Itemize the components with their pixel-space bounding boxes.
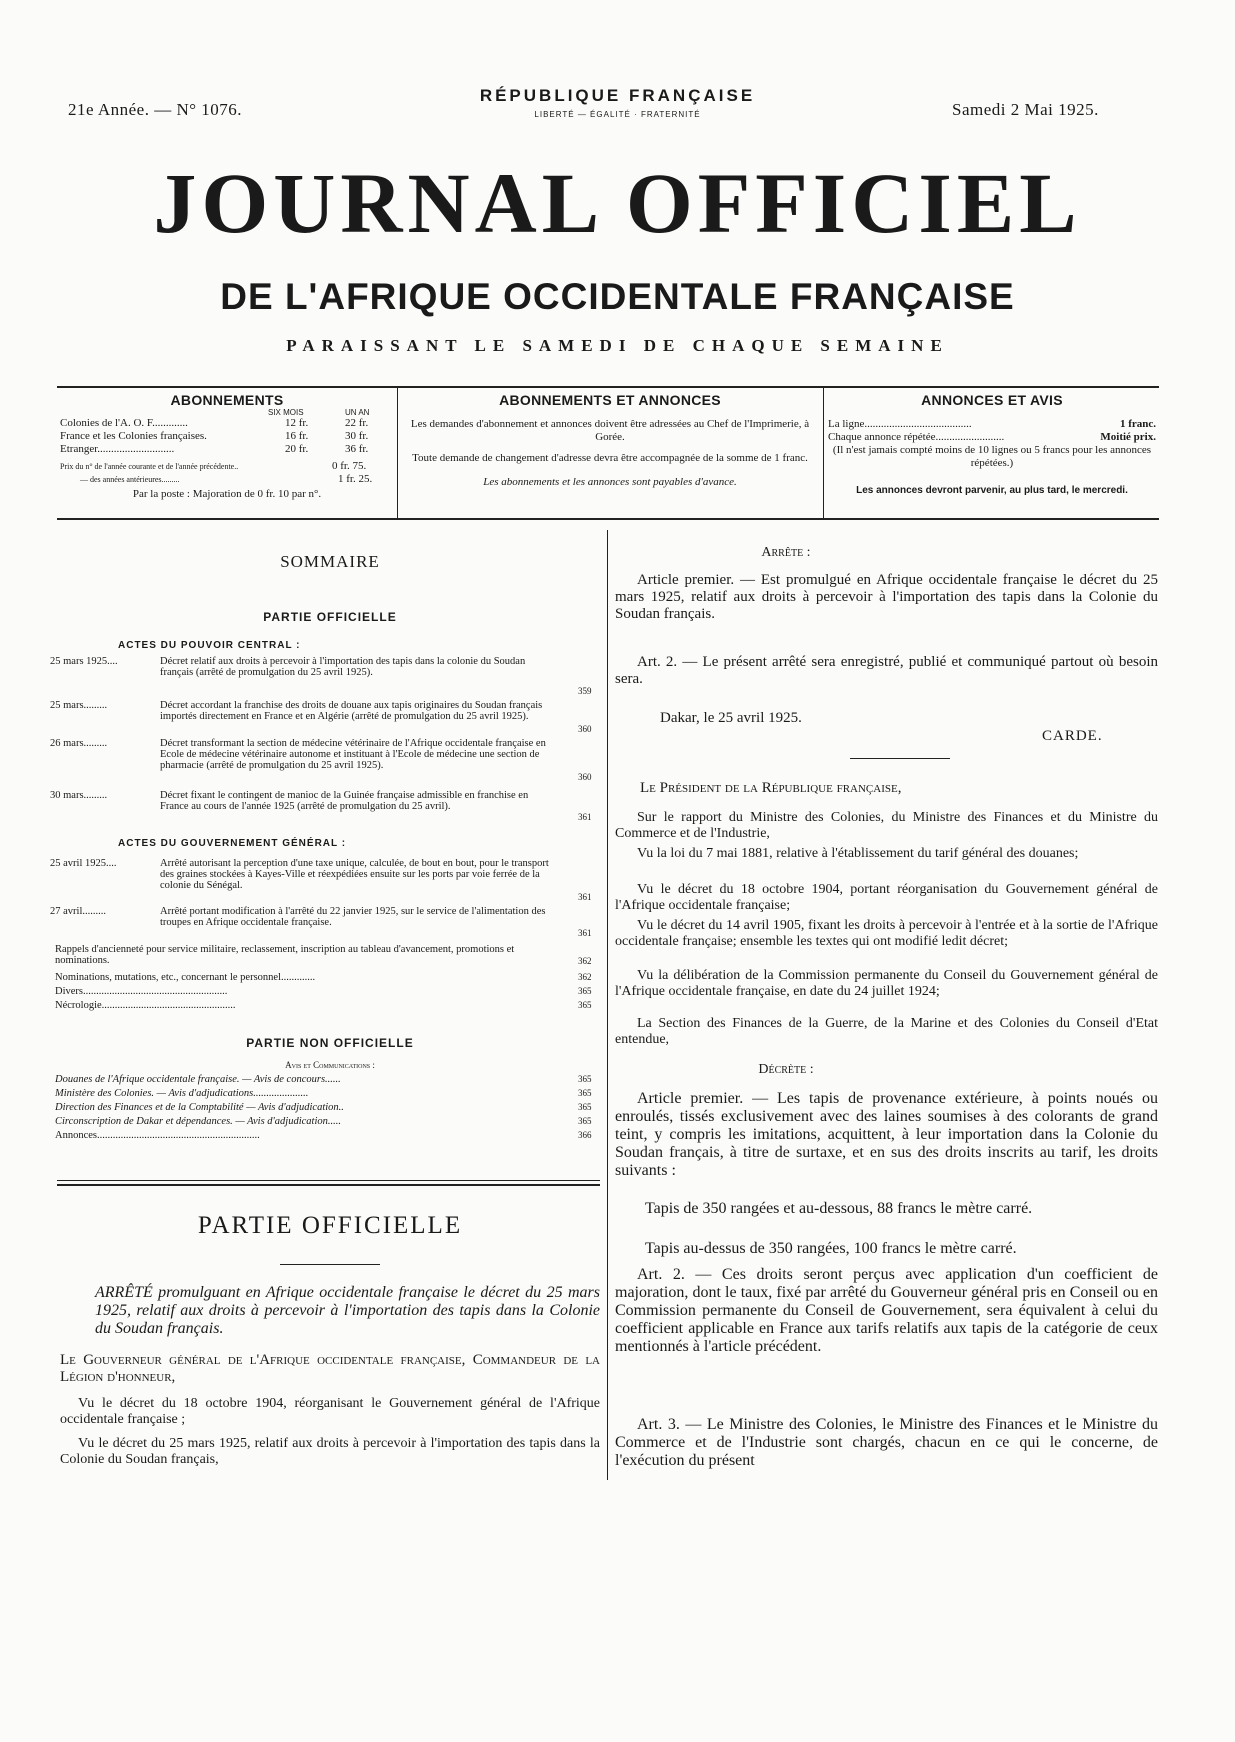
partie-officielle-title: PARTIE OFFICIELLE [197,1212,463,1239]
toc-page: 365 [578,1074,592,1084]
toc-item[interactable]: Arrêté portant modification à l'arrêté du 22 janvier 1925, sur le service de l'alimentation des troupes en Afrique occidentale française. [160,906,546,928]
column-divider [607,530,608,1480]
toc-item[interactable]: Nécrologie................................................... [55,1000,236,1011]
toc-page: 360 [578,724,592,734]
toc-item[interactable]: Décret transformant la section de médecine vétérinaire de l'Afrique occidentale française en Ecole de médecine vétérinaire autonome et instituant à l'Ecole de médecine une section de pharmacie (arrêté de promulgation du 25 avril 1925). [160,738,546,771]
toc-date: 25 mars......... [50,700,108,711]
prix-numero: Prix du n° de l'année courante et de l'année précédente.. 0 fr. 75. — des années antérieures......... 1 fr. 25. [60,460,373,485]
box-divider-1 [397,388,398,518]
toc-page: 360 [578,772,592,782]
section-finances: La Section des Finances de la Guerre, de la Marine et des Colonies du Conseil d'Etat entendue, [615,1016,1158,1047]
toc-actes-pouvoir: ACTES DU POUVOIR CENTRAL : [118,640,301,651]
toc-item[interactable]: Nominations, mutations, etc., concernant le personnel............. [55,972,316,983]
rate-row: Colonies de l'A. O. F............. [60,417,188,429]
toc-page: 365 [578,1088,592,1098]
abonnements-annonces-title: ABONNEMENTS ET ANNONCES [499,392,721,408]
abonnements-annonces-p1: Les demandes d'abonnement et annonces doivent être adressées au Chef de l'Imprimerie, à Gorée. [410,418,810,443]
issue-number: 21e Année. — N° 1076. [68,100,243,119]
decrete-label: Décrète : [758,1062,814,1077]
toc-page: 361 [578,928,592,938]
rate-row: France et les Colonies françaises. [60,430,207,442]
abonnements-annonces-p2: Toute demande de changement d'adresse devra être accompagnée de la somme de 1 franc. [412,452,808,464]
tapis-350-dessus: Tapis au-dessus de 350 rangées, 100 francs le mètre carré. [645,1240,1017,1257]
annonces-deadline: Les annonces devront parvenir, au plus tard, le mercredi. [856,485,1128,496]
toc-item[interactable]: Direction des Finances et de la Comptabilité — Avis d'adjudication.. [55,1102,344,1113]
toc-date: 30 mars......... [50,790,108,801]
vu-deliberation: Vu la délibération de la Commission permanente du Conseil du Gouvernement général de l'Afrique occidentale française, en date du 24 juillet 1924; [615,968,1158,999]
rapport-line: Sur le rapport du Ministre des Colonies, du Ministre des Finances et du Ministre du Commerce et de l'Industrie, [615,810,1158,841]
boxes-bottom-rule [57,518,1159,520]
publication-frequency: PARAISSANT LE SAMEDI DE CHAQUE SEMAINE [286,336,949,355]
decret-article-3: Art. 3. — Le Ministre des Colonies, le Ministre des Finances et le Ministre du Commerce et de l'Industrie sont chargés, chacun en ce qui le concerne, de l'exécution du présent [615,1416,1158,1469]
section-rule [280,1264,380,1265]
toc-page: 362 [578,956,592,966]
toc-date: 26 mars......... [50,738,108,749]
annonces-note: (Il n'est jamais compté moins de 10 lignes ou 5 francs pour les annonces répétées.) [832,444,1152,469]
boxes-top-rule [57,386,1159,388]
arrete-article-1: Article premier. — Est promulgué en Afrique occidentale française le décret du 25 mars 1925, relatif aux droits à percevoir à l'importation des tapis dans la Colonie du Soudan français. [615,572,1158,622]
abonnements-annonces-p3: Les abonnements et les annonces sont payables d'avance. [483,476,737,488]
abonnements-title: ABONNEMENTS [170,392,284,408]
arrete-heading: ARRÊTÉ promulguant en Afrique occidentale française le décret du 25 mars 1925, relatif aux droits à percevoir à l'importation des tapis dans la Colonie du Soudan français. [95,1284,600,1337]
toc-item[interactable]: Divers....................................................... [55,986,228,997]
rate-row: Etranger............................ [60,443,175,455]
toc-avis-communications: Avis et Communications : [285,1060,375,1070]
toc-item[interactable]: Rappels d'ancienneté pour service militaire, reclassement, inscription au tableau d'avancement, promotions et nominations. [55,944,515,966]
decret-article-2: Art. 2. — Ces droits seront perçus avec application d'un coefficient de majoration, dont le taux, fixé par arrêté du Gouverneur général pris en Conseil ou en Commission permanente du Conseil de Gouvernement, sera équivalent à celui du coefficient applicable en France aux tarifs relatifs aux tapis de la catégorie de ceux mentionnés à l'article précédent. [615,1266,1158,1355]
toc-page: 366 [578,1130,592,1140]
toc-date: 25 mars 1925.... [50,656,118,667]
abonnements-rates: Colonies de l'A. O. F............. 12 fr. 22 fr. France et les Colonies françaises. 16 fr. 30 fr. Etranger............................ 20 fr. 36 fr. [60,417,369,455]
toc-item[interactable]: Ministère des Colonies. — Avis d'adjudications..................... [55,1088,309,1099]
president-heading: Le Président de la République française, [640,780,902,796]
tapis-350-dessous: Tapis de 350 rangées et au-dessous, 88 francs le mètre carré. [645,1200,1033,1217]
journal-subtitle: DE L'AFRIQUE OCCIDENTALE FRANÇAISE [220,276,1015,317]
arrete-label: Arrête : [761,545,811,560]
gouverneur-line: Le Gouverneur général de l'Afrique occidentale française, Commandeur de la Légion d'honneur, [60,1352,600,1385]
toc-page: 365 [578,1000,592,1010]
toc-actes-gouvernement: ACTES DU GOUVERNEMENT GÉNÉRAL : [118,838,347,849]
toc-item[interactable]: Arrêté autorisant la perception d'une taxe unique, calculée, de bout en bout, pour le transport des graines stockées à Kayes-Ville et réexpédiées ensuite sur les ports par voie ferrée de la colonie du Sénégal. [160,858,549,891]
abonnements-box [60,392,394,501]
annonces-avis-box [828,392,1156,497]
toc-page: 361 [578,812,592,822]
toc-partie-officielle: PARTIE OFFICIELLE [263,610,397,624]
vu-decret-1905: Vu le décret du 14 avril 1905, fixant les droits à percevoir à l'entrée et à la sortie de l'Afrique occidentale française; ensemble les textes qui ont modifié ledit décret; [615,918,1158,949]
decret-article-1: Article premier. — Les tapis de provenance extérieure, à points noués ou enroulés, tissés exclusivement avec des laines soumises à des colorants de grand teint, y compris les imitations, acquittent, à leur importation dans la Colonie du Soudan français, à titre de surtaxe, et en sus des droits inscrits au tarif, les droits suivants : [615,1090,1158,1179]
poste-note: Par la poste : Majoration de 0 fr. 10 par n°. [132,488,322,500]
vu-decret-1925: Vu le décret du 25 mars 1925, relatif aux droits à percevoir à l'importation des tapis dans la Colonie du Soudan français, [60,1436,600,1467]
toc-page: 362 [578,972,592,982]
toc-partie-non-officielle: PARTIE NON OFFICIELLE [246,1036,414,1050]
toc-item[interactable]: Décret relatif aux droits à percevoir à l'importation des tapis dans la colonie du Soudan français (arrêté de promulgation du 25 avril 1925). [160,656,526,678]
toc-page: 365 [578,986,592,996]
col-six-mois: SIX MOIS [268,408,304,417]
toc-page: 361 [578,892,592,902]
toc-page: 365 [578,1116,592,1126]
repetee-value: Moitié prix. [1100,431,1156,443]
issue-date: Samedi 2 Mai 1925. [952,100,1099,119]
abonnements-annonces-box [400,392,820,489]
sommaire-rule-1 [57,1180,600,1181]
vu-decret-1904: Vu le décret du 18 octobre 1904, réorganisant le Gouvernement général de l'Afrique occidentale française ; [60,1396,600,1427]
article-rule [850,758,950,759]
vu-loi-1881: Vu la loi du 7 mai 1881, relative à l'établissement du tarif général des douanes; [637,846,1079,861]
toc-item[interactable]: Douanes de l'Afrique occidentale française. — Avis de concours...... [55,1074,341,1085]
toc-item[interactable]: Décret accordant la franchise des droits de douane aux tapis originaires du Soudan français importés directement en France et en Algérie (arrêté de promulgation du 25 avril 1925). [160,700,543,722]
toc-page: 359 [578,686,592,696]
toc-date: 25 avril 1925.... [50,858,117,869]
arrete-article-2: Art. 2. — Le présent arrêté sera enregistré, publié et communiqué partout où besoin sera. [615,654,1158,687]
dakar-date: Dakar, le 25 avril 1925. [660,710,802,726]
annonces-avis-title: ANNONCES ET AVIS [921,392,1063,408]
journal-title: JOURNAL OFFICIEL [153,155,1082,251]
signature-carde: CARDE. [1042,728,1103,744]
repetee-label: Chaque annonce répétée......................... [828,431,1005,443]
ligne-value: 1 franc. [1119,418,1156,430]
toc-item[interactable]: Décret fixant le contingent de manioc de la Guinée française admissible en franchise en France au cours de l'année 1925 (arrêté de promulgation du 25 avril). [160,790,529,812]
sommaire-rule-2 [57,1184,600,1186]
toc-item[interactable]: Annonces.............................................................. [55,1130,260,1141]
col-un-an: UN AN [345,408,370,417]
box-divider-2 [823,388,824,518]
toc-item[interactable]: Circonscription de Dakar et dépendances. — Avis d'adjudication..... [55,1116,342,1127]
motto: LIBERTÉ — ÉGALITÉ · FRATERNITÉ [534,110,701,119]
republic-heading: RÉPUBLIQUE FRANÇAISE [479,86,756,105]
toc-page: 365 [578,1102,592,1112]
ligne-label: La ligne....................................... [828,418,972,430]
toc-date: 27 avril......... [50,906,106,917]
vu-decret-1904-r: Vu le décret du 18 octobre 1904, portant réorganisation du Gouvernement général de l'Afrique occidentale française; [615,882,1158,913]
sommaire-title: SOMMAIRE [280,552,380,571]
